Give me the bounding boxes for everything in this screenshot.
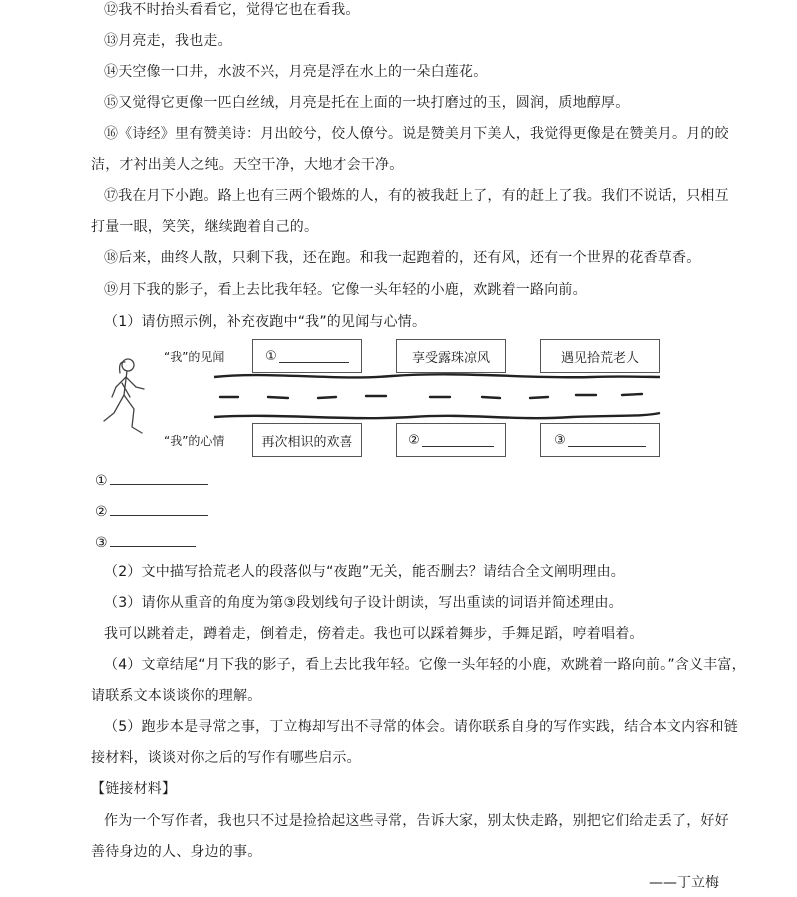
- answer-2[interactable]: [95, 501, 208, 522]
- mood-box-2-marker: ②: [408, 432, 420, 448]
- material-author: ——丁立梅: [649, 875, 719, 891]
- paragraph-17-line-2: 打量一眼，笑笑，继续跑着自己的。: [91, 219, 319, 235]
- paragraph-17-line-1: ⑰我在月下小跑。路上也有三两个锻炼的人，有的被我赶上了，有的赶上了我。我们不说话，只相互: [104, 188, 729, 204]
- label-seen: “我”的见闻: [164, 350, 225, 364]
- road-illustration: [212, 373, 662, 423]
- mood-box-2[interactable]: [396, 423, 506, 457]
- mood-box-2-blank[interactable]: [422, 433, 494, 447]
- answer-2-marker: ②: [95, 504, 108, 520]
- seen-box-2: 享受露珠凉风: [396, 339, 506, 373]
- answer-3-blank[interactable]: [110, 532, 196, 547]
- question-5-line-1: （5）跑步本是寻常之事，丁立梅却写出不寻常的体会。请你联系自身的写作实践，结合本文内容和链: [104, 719, 738, 735]
- paragraph-16-line-2: 洁，才衬出美人之纯。天空干净，大地才会干净。: [91, 157, 404, 173]
- paragraph-16-line-1: ⑯《诗经》里有赞美诗：月出皎兮，佼人僚兮。说是赞美月下美人，我觉得更像是在赞美月。月的皎: [104, 126, 729, 142]
- question-5-line-2: 接材料，谈谈对你之后的写作有哪些启示。: [91, 750, 361, 766]
- question-4-line-2: 请联系文本谈谈你的理解。: [91, 688, 262, 704]
- mood-box-3-marker: ③: [554, 432, 566, 448]
- answer-3-marker: ③: [95, 535, 108, 551]
- answer-1[interactable]: [95, 470, 208, 491]
- answer-1-blank[interactable]: [110, 470, 208, 485]
- material-body-line-1: 作为一个写作者，我也只不过是捡拾起这些寻常，告诉大家，别太快走路，别把它们给走丢了，好好: [104, 813, 729, 829]
- question-3-sentence: 我可以跳着走，蹲着走，倒着走，傍着走。我也可以踩着舞步，手舞足蹈，哼着唱着。: [104, 626, 644, 642]
- label-mood: “我”的心情: [164, 434, 225, 448]
- paragraph-14: ⑭天空像一口井，水波不兴，月亮是浮在水上的一朵白莲花。: [104, 64, 488, 80]
- paragraph-19: ⑲月下我的影子，看上去比我年轻。它像一头年轻的小鹿，欢跳着一路向前。: [104, 282, 587, 298]
- answer-1-marker: ①: [95, 473, 108, 489]
- material-heading: 【链接材料】: [91, 781, 177, 797]
- material-body-line-2: 善待身边的人、身边的事。: [91, 844, 262, 860]
- mood-box-3[interactable]: [540, 423, 660, 457]
- paragraph-18: ⑱后来，曲终人散，只剩下我，还在跑。和我一起跑着的，还有风，还有一个世界的花香草香。: [104, 250, 701, 266]
- seen-box-1[interactable]: [252, 339, 362, 373]
- seen-box-3: 遇见拾荒老人: [540, 339, 660, 373]
- seen-box-1-blank[interactable]: [279, 349, 349, 363]
- question-1-prompt: （1）请仿照示例，补充夜跑中“我”的见闻与心情。: [104, 314, 427, 330]
- mood-box-3-blank[interactable]: [568, 433, 646, 447]
- question-3-prompt: （3）请你从重音的角度为第③段划线句子设计朗读，写出重读的词语并简述理由。: [104, 595, 623, 611]
- paragraph-12: ⑫我不时抬头看看它，觉得它也在看我。: [104, 2, 360, 18]
- mood-box-1: 再次相识的欢喜: [252, 423, 362, 457]
- paragraph-13: ⑬月亮走，我也走。: [104, 33, 232, 49]
- paragraph-15: ⑮又觉得它更像一匹白丝绒，月亮是托在上面的一块打磨过的玉，圆润，质地醇厚。: [104, 95, 630, 111]
- seen-and-mood-diagram: [92, 343, 667, 463]
- question-4-line-1: （4）文章结尾“月下我的影子，看上去比我年轻。它像一头年轻的小鹿，欢跳着一路向前。”含义丰富，: [104, 657, 746, 673]
- answer-3[interactable]: [95, 532, 196, 553]
- seen-box-1-marker: ①: [265, 348, 277, 364]
- runner-illustration: [98, 353, 158, 453]
- question-2: （2）文中描写拾荒老人的段落似与“夜跑”无关，能否删去？请结合全文阐明理由。: [104, 564, 626, 580]
- answer-2-blank[interactable]: [110, 501, 208, 516]
